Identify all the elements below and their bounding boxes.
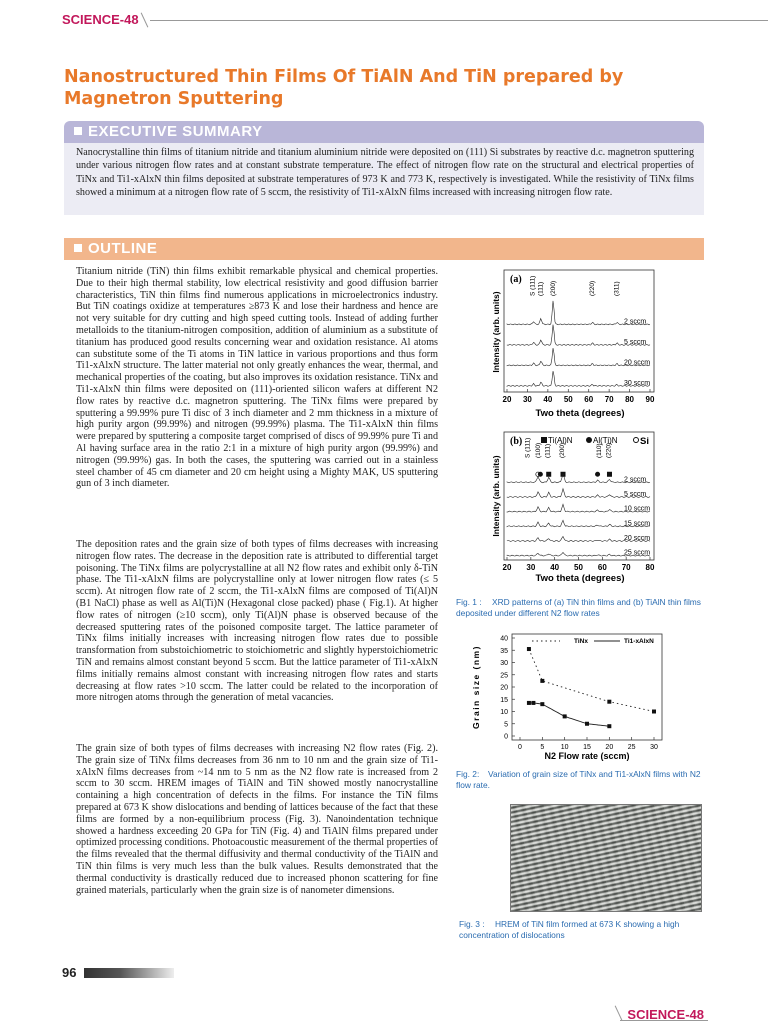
panel-a-xlabel: Two theta (degrees) [535,408,625,419]
y-tick-label: 15 [500,696,508,704]
x-tick-label: 20 [502,395,512,404]
x-tick-label: 15 [583,744,591,751]
y-tick-label: 0 [504,733,508,741]
trace-label: 20 sccm [624,359,651,367]
data-point [531,701,535,705]
trace-label: 10 sccm [624,505,651,513]
trace-label: 2 sccm [624,476,647,484]
peak-label: (220) [605,442,613,458]
panel-b-ylabel: Intensity (arb. units) [491,455,501,537]
fig3-caption-text: HREM of TiN film formed at 673 K showing a high concentration of dislocations [459,919,680,940]
x-tick-label: 10 [560,744,569,751]
peak-label: (220) [588,280,596,296]
page-title: Nanostructured Thin Films Of TiAlN And TiN prepared by Magnetron Sputtering [64,67,624,109]
x-tick-label: 30 [522,395,532,404]
fig1-caption [456,597,706,619]
data-point [527,701,531,705]
fig2-caption-text: Variation of grain size of TiNx and Ti1-xAlxN films with N2 flow rate. [456,769,701,790]
x-tick-label: 50 [574,563,583,572]
peak-label: (111) [544,443,552,458]
footer-tag: SCIENCE-48 [627,1007,704,1022]
x-tick-label: 0 [518,744,522,751]
x-tick-label: 5 [540,744,545,751]
x-tick-label: 25 [627,744,636,751]
peak-label: (200) [558,442,566,458]
data-point [652,710,656,714]
outline-paragraph-2: The deposition rates and the grain size of both types of films decreases with increasing nitrogen flow rates. The decrease in the deposition rate is attributed to differential target poisoning. The TiNx films are polycrystalline at all N2 flow rates and exhibit only δ-TiN phase. The Ti1-xAlxN films are polycrystalline only at lower nitrogen flow rates (≤ 5 sccm). At nitrogen flow rate of 2 sccm, the Ti1-xAlxN films are composed of Ti(Al)N (B1 NaCl) phase as well as Al(Ti)N (Hexagonal close packed) phase ( Fig.1). At higher flow rates of nitrogen (≥10 sccm), only Ti(Al)N phase is observed because of the decreased sputtering rates of the poisoned composite target. The lattice parameter of TiNx films initially increases with increasing nitrogen flow rates due to possible transformation from substoichiometric to stoichiometric and slightly hyperstoichiometric TiN and remains almost constant beyond 5 sccm. But the lattice parameter of Ti1-xAlxN films initially remains almost constant with increasing nitrogen flow rates and starts decreasing at flow rates >10 sccm. The latter could be related to the incorporation of more nitrogen atoms through the generation of metal vacancies. [76,539,438,704]
legend-label-tialn: Ti1-xAlxN [624,638,654,645]
executive-summary-bar [64,121,704,143]
outline-paragraph-3: The grain size of both types of films decreases with increasing N2 flow rates (Fig. 2). The grain size of TiNx films decreases from 36 nm to 10 nm and the grain size of Ti1-xAlxN films decreases from ~14 nm to 5 nm as the N2 flow rate is increased from 2 sccm to 30 sccm. HREM images of TiAlN and TiN showed mostly nanocrystalline containing a high concentration of defects in the films. For instance the TiN films prepared at 673 K show dislocations and bending of lattices because of the fact that these films are formed by a non-equilibrium process (Fig. 3). Nanoindentation technique showed a hardness exceeding 20 GPa for TiN (Fig. 4) and TiAlN films prepared under optimized processing conditions. Photoacoustic measurement of the thermal properties of the films revealed that the thermal diffusivity and thermal conductivity of the TiAlN and TiN thin films is very much less than the bulk values. Results demonstrated that the thermal conductivity is drastically reduced due to increased phonon scattering for fine grained materials, particularly when the grain size is of nanometer dimensions. [76,743,438,896]
circle-marker-icon [586,437,592,443]
page-number: 96 [62,965,77,980]
legend-si: Si [640,436,649,447]
executive-summary-text: Nanocrystalline thin films of titanium nitride and titanium aluminium nitride were deposited on (111) Si substrates by reactive d.c. magnetron sputtering under various nitrogen flow rates and at constant substrate temperature. The effect of nitrogen flow rate on the structural and electrical properties of TiNx and Ti1-xAlxN thin films deposited at substrate temperatures of 973 K and 773 K, respectively is investigated. While the resistivity of TiNx films showed a minimum at a nitrogen flow rate of 5 sccm, the resistivity of Ti1-xAlxN films increased with increasing nitrogen flow rate. [64,143,704,215]
legend-label-tinx: TiNx [574,638,588,645]
outline-bar [64,238,704,260]
panel-a-frame [504,270,654,392]
y-tick-label: 30 [500,660,508,667]
open-circle-marker-icon [634,438,639,443]
fig1-caption-number: Fig. 1 : [456,597,482,607]
x-tick-label: 60 [584,395,594,404]
panel-a-ylabel: Intensity (arb. units) [491,291,501,373]
x-tick-label: 40 [543,395,553,404]
y-tick-label: 40 [500,635,508,643]
outline-paragraph-1: Titanium nitride (TiN) thin films exhibit remarkable physical and chemical properties. Due to their high thermal stability, low electrical resistivity and good diffusion barrier characteristics, TiN thin films find numerous applications in microelectronics industry. But TiN coatings oxidize at temperatures ≥873 K and lose their hardness and hence are not very suitable for dry cutting and high speed cutting tools. Instead of adding further metalloids to the titanium-nitrogen composition, addition of aluminium as a substitute of titanium has produced good results concerning wear and oxidation resistance. Al atoms can substitute some of the Ti atoms in TiN lattice in various proportions and thus form Ti1-xAlxN structure. The latter material not only greatly enhances the wear, thermal, and mechanical properties of the coating, but also improves its oxidation resistance. TiNx and Ti1-xAlxN thin films were deposited on (111)-oriented silicon wafers at different N2 flow rates by reactive d.c. magnetron sputtering. The TiNx films were prepared by sputtering a 99.99% pure Ti disc of 3 inch diameter and 2 mm thickness in a mixture of high purity argon (99.99%) and nitrogen (99.99%) plasma. The Ti1-xAlxN thin films were prepared by sputtering a composite target comprised of discs of 99.99% pure Ti and Al having surface area in the ratio 2:1 in a mixture of high purity argon (99.99%) and nitrogen (99.99%) gas. In both the cases, the sputtering was carried out in a stainless steel chamber of 45 cm diameter and 20 cm height using a Mighty MAK, US sputtering gun of 3 inch diameter. [76,266,438,490]
square-marker-icon [546,472,551,477]
grain-size-chart [470,630,700,768]
series-line-tinx [529,649,654,712]
x-tick-label: 60 [597,563,607,572]
square-marker-icon [607,472,612,477]
fig2-caption [456,769,706,791]
outline-heading: OUTLINE [88,240,158,257]
header-tag: SCIENCE-48 [62,12,139,27]
data-point [540,679,544,683]
hrem-image [510,804,702,912]
peak-label: S (111) [524,437,532,458]
footer-divider [615,1006,623,1021]
trace-label: 2 sccm [624,318,647,326]
y-tick-label: 25 [500,672,508,680]
data-point [563,714,567,718]
peak-label: S (111) [529,275,537,296]
legend-tialn: Ti(Al)N [548,436,573,445]
data-point [585,722,589,726]
trace-label: 20 sccm [624,534,651,542]
xrd-figure [488,266,702,588]
x-tick-label: 50 [563,395,573,404]
peak-label: (110) [595,443,603,458]
data-point [540,702,544,706]
x-tick-label: 20 [605,744,614,751]
x-tick-label: 80 [645,563,655,572]
peak-label: (200) [549,280,557,296]
x-tick-label: 70 [604,395,614,404]
header-rule [150,20,768,21]
fig3-caption-number: Fig. 3 : [459,919,485,929]
fig3-caption [459,919,709,941]
y-tick-label: 5 [504,721,508,729]
x-tick-label: 70 [621,563,631,572]
panel-a-label: (a) [510,274,522,285]
series-line-tialn [529,703,609,726]
panel-b-xlabel: Two theta (degrees) [535,573,625,584]
y-tick-label: 35 [500,647,508,655]
executive-summary-heading: EXECUTIVE SUMMARY [88,123,263,140]
peak-label: (311) [613,281,621,296]
square-bullet-icon [74,244,82,252]
data-point [527,647,531,651]
chart-ylabel: Grain size (nm) [471,645,481,729]
trace-label: 5 sccm [624,338,647,346]
x-tick-label: 30 [650,744,658,751]
legend-altin: Al(Ti)N [593,436,618,445]
fig1-caption-text: XRD patterns of (a) TiN thin films and (b) TiAlN thin films deposited under different N2 flow rates [456,597,701,618]
fig2-caption-number: Fig. 2: [456,769,480,779]
y-tick-label: 20 [500,684,508,692]
x-tick-label: 30 [526,563,536,572]
header-divider [141,13,149,28]
data-point [607,700,611,704]
x-tick-label: 80 [625,395,635,404]
peak-label: (100) [534,442,542,458]
page-number-bar [84,968,174,978]
trace-label: 15 sccm [624,520,651,528]
trace-label: 30 sccm [624,379,651,387]
chart-xlabel: N2 Flow rate (sccm) [544,751,630,761]
square-bullet-icon [74,127,82,135]
square-marker-icon [541,437,547,443]
peak-label: (111) [537,281,545,296]
trace-label: 5 sccm [624,490,647,498]
panel-b-label: (b) [510,436,523,447]
circle-marker-icon [595,472,600,477]
y-tick-label: 10 [500,709,508,716]
x-tick-label: 20 [502,563,512,572]
data-point [607,724,611,728]
x-tick-label: 40 [550,563,560,572]
x-tick-label: 90 [645,395,655,404]
trace-label: 25 sccm [624,549,651,557]
